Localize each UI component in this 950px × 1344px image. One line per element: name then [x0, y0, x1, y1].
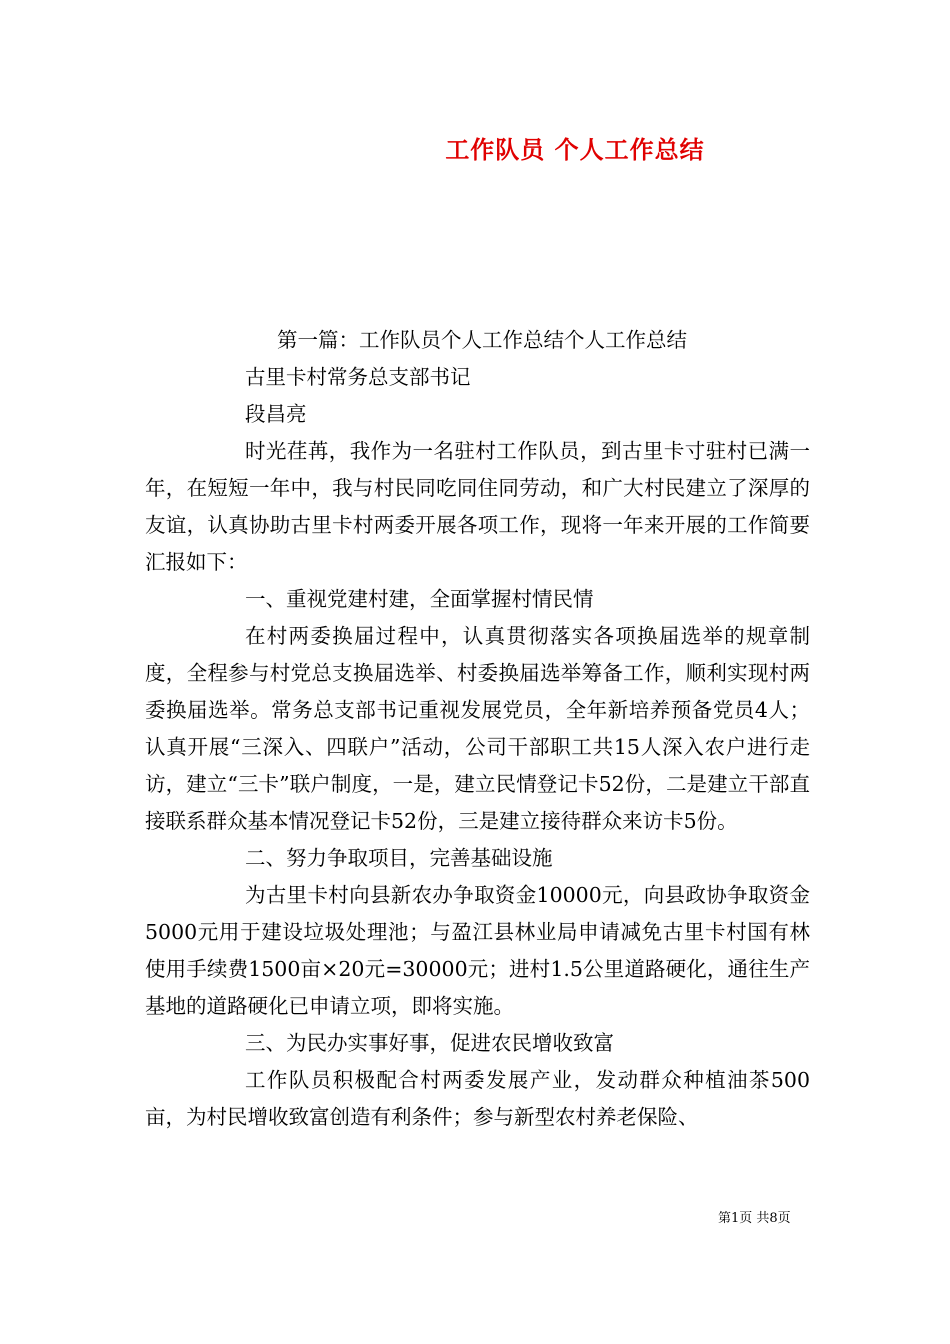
paragraph-intro: 时光荏苒，我作为一名驻村工作队员，到古里卡寸驻村已满一年，在短短一年中，我与村民同吃同住同劳动，和广大村民建立了深厚的友谊，认真协助古里卡村两委开展各项工作，现将一年来开展的工作简要汇报如下： — [145, 439, 810, 574]
page-number-footer: 第1页 共8页 — [718, 1211, 791, 1226]
subheading-2: 二、努力争取项目，完善基础设施 — [245, 846, 553, 870]
author-position: 古里卡村常务总支部书记 — [245, 365, 471, 389]
subheading-3: 三、为民办实事好事，促进农民增收致富 — [245, 1031, 614, 1055]
document-title: 工作队员 个人工作总结 — [445, 135, 705, 164]
document-body — [145, 322, 810, 1136]
paragraph-3: 工作队员积极配合村两委发展产业，发动群众种植油茶500亩，为村民增收致富创造有利条件；参与新型农村养老保险、 — [145, 1068, 810, 1129]
author-name: 段昌亮 — [245, 402, 307, 426]
paragraph-2: 为古里卡村向县新农办争取资金10000元，向县政协争取资金5000元用于建设垃圾处理池；与盈江县林业局申请减免古里卡村国有林使用手续费1500亩×20元=30000元；进村1.5公里道路硬化，通往生产基地的道路硬化已申请立项，即将实施。 — [145, 883, 810, 1018]
subheading-1: 一、重视党建村建，全面掌握村情民情 — [245, 587, 594, 611]
section-heading: 第一篇：工作队员个人工作总结个人工作总结 — [277, 328, 687, 352]
paragraph-1: 在村两委换届过程中，认真贯彻落实各项换届选举的规章制度，全程参与村党总支换届选举、村委换届选举筹备工作，顺利实现村两委换届选举。常务总支部书记重视发展党员，全年新培养预备党员4人；认真开展“三深入、四联户”活动，公司干部职工共15人深入农户进行走访，建立“三卡”联户制度，一是，建立民情登记卡52份，二是建立干部直接联系群众基本情况登记卡52份，三是建立接待群众来访卡5份。 — [145, 624, 810, 833]
